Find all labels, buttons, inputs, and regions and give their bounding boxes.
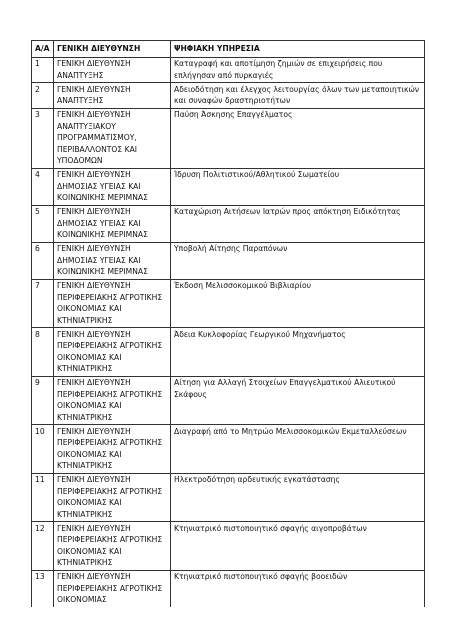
row-number: 12 [32, 522, 54, 571]
row-directorate: ΓΕΝΙΚΗ ΔΙΕΥΘΥΝΣΗ ΠΕΡΙΦΕΡΕΙΑΚΗΣ ΑΓΡΟΤΙΚΗΣ ΟΙΚΟΝΟΜΙΑΣ ΚΑΙ ΚΤΗΝΙΑΤΡΙΚΗΣ [54, 376, 171, 425]
table-row [32, 205, 425, 242]
row-number: 11 [32, 473, 54, 522]
header-number: Α/Α [32, 41, 54, 58]
row-directorate: ΓΕΝΙΚΗ ΔΙΕΥΘΥΝΣΗ ΠΕΡΙΦΕΡΕΙΑΚΗΣ ΑΓΡΟΤΙΚΗΣ ΟΙΚΟΝΟΜΙΑΣ ΚΑΙ ΚΤΗΝΙΑΤΡΙΚΗΣ [54, 425, 171, 474]
table-row [32, 57, 425, 83]
row-directorate: ΓΕΝΙΚΗ ΔΙΕΥΘΥΝΣΗ ΠΕΡΙΦΕΡΕΙΑΚΗΣ ΑΓΡΟΤΙΚΗΣ ΟΙΚΟΝΟΜΙΑΣ ΚΑΙ ΚΤΗΝΙΑΤΡΙΚΗΣ [54, 473, 171, 522]
services-table [31, 40, 425, 607]
row-directorate: ΓΕΝΙΚΗ ΔΙΕΥΘΥΝΣΗ ΠΕΡΙΦΕΡΕΙΑΚΗΣ ΑΓΡΟΤΙΚΗΣ ΟΙΚΟΝΟΜΙΑΣ [54, 570, 171, 607]
row-directorate: ΓΕΝΙΚΗ ΔΙΕΥΘΥΝΣΗ ΠΕΡΙΦΕΡΕΙΑΚΗΣ ΑΓΡΟΤΙΚΗΣ ΟΙΚΟΝΟΜΙΑΣ ΚΑΙ ΚΤΗΝΙΑΤΡΙΚΗΣ [54, 522, 171, 571]
row-number: 1 [32, 57, 54, 83]
row-directorate: ΓΕΝΙΚΗ ΔΙΕΥΘΥΝΣΗ ΠΕΡΙΦΕΡΕΙΑΚΗΣ ΑΓΡΟΤΙΚΗΣ ΟΙΚΟΝΟΜΙΑΣ ΚΑΙ ΚΤΗΝΙΑΤΡΙΚΗΣ [54, 328, 171, 377]
row-service: Ίδρυση Πολιτιστικού/Αθλητικού Σωματείου [171, 168, 425, 205]
row-number: 2 [32, 83, 54, 109]
row-number: 9 [32, 376, 54, 425]
table-row [32, 522, 425, 571]
row-service: Καταχώριση Αιτήσεων Ιατρών προς απόκτηση Ειδικότητας [171, 205, 425, 242]
row-service: Καταγραφή και αποτίμηση ζημιών σε επιχειρήσεις που επλήγησαν από πυρκαγιές [171, 57, 425, 83]
table-header-row [32, 41, 425, 58]
row-service: Παύση Άσκησης Επαγγέλματος [171, 108, 425, 168]
table-row [32, 570, 425, 607]
table-row [32, 108, 425, 168]
row-number: 6 [32, 242, 54, 279]
row-directorate: ΓΕΝΙΚΗ ΔΙΕΥΘΥΝΣΗ ΑΝΑΠΤΥΞΙΑΚΟΥ ΠΡΟΓΡΑΜΜΑΤΙΣΜΟΥ, ΠΕΡΙΒΑΛΛΟΝΤΟΣ ΚΑΙ ΥΠΟΔΟΜΩΝ [54, 108, 171, 168]
table-row [32, 242, 425, 279]
row-service: Κτηνιατρικό πιστοποιητικό σφαγής αιγοπροβάτων [171, 522, 425, 571]
table-row [32, 168, 425, 205]
table-row [32, 376, 425, 425]
row-directorate: ΓΕΝΙΚΗ ΔΙΕΥΘΥΝΣΗ ΑΝΑΠΤΥΞΗΣ [54, 83, 171, 109]
row-service: Κτηνιατρικό πιστοποιητικό σφαγής βοοειδών [171, 570, 425, 607]
table-row [32, 83, 425, 109]
row-service: Έκδοση Μελισσοκομικού Βιβλιαρίου [171, 279, 425, 328]
row-directorate: ΓΕΝΙΚΗ ΔΙΕΥΘΥΝΣΗ ΔΗΜΟΣΙΑΣ ΥΓΕΙΑΣ ΚΑΙ ΚΟΙΝΩΝΙΚΗΣ ΜΕΡΙΜΝΑΣ [54, 168, 171, 205]
row-service: Διαγραφή από το Μητρώο Μελισσοκομικών Εκμεταλλεύσεων [171, 425, 425, 474]
row-service: Υποβολή Αίτησης Παραπόνων [171, 242, 425, 279]
row-number: 3 [32, 108, 54, 168]
table-row [32, 473, 425, 522]
header-service: ΨΗΦΙΑΚΗ ΥΠΗΡΕΣΙΑ [171, 41, 425, 58]
row-number: 4 [32, 168, 54, 205]
header-directorate: ΓΕΝΙΚΗ ΔΙΕΥΘΥΝΣΗ [54, 41, 171, 58]
row-directorate: ΓΕΝΙΚΗ ΔΙΕΥΘΥΝΣΗ ΔΗΜΟΣΙΑΣ ΥΓΕΙΑΣ ΚΑΙ ΚΟΙΝΩΝΙΚΗΣ ΜΕΡΙΜΝΑΣ [54, 205, 171, 242]
table-row [32, 328, 425, 377]
row-service: Αίτηση για Αλλαγή Στοιχείων Επαγγελματικού Αλιευτικού Σκάφους [171, 376, 425, 425]
row-service: Άδεια Κυκλοφορίας Γεωργικού Μηχανήματος [171, 328, 425, 377]
row-number: 10 [32, 425, 54, 474]
row-number: 5 [32, 205, 54, 242]
row-number: 8 [32, 328, 54, 377]
table-row [32, 279, 425, 328]
row-directorate: ΓΕΝΙΚΗ ΔΙΕΥΘΥΝΣΗ ΠΕΡΙΦΕΡΕΙΑΚΗΣ ΑΓΡΟΤΙΚΗΣ ΟΙΚΟΝΟΜΙΑΣ ΚΑΙ ΚΤΗΝΙΑΤΡΙΚΗΣ [54, 279, 171, 328]
row-number: 7 [32, 279, 54, 328]
row-number: 13 [32, 570, 54, 607]
table-row [32, 425, 425, 474]
row-directorate: ΓΕΝΙΚΗ ΔΙΕΥΘΥΝΣΗ ΔΗΜΟΣΙΑΣ ΥΓΕΙΑΣ ΚΑΙ ΚΟΙΝΩΝΙΚΗΣ ΜΕΡΙΜΝΑΣ [54, 242, 171, 279]
row-service: Αδειοδότηση και έλεγχος λειτουργίας όλων των μεταποιητικών και συναφών δραστηριοτήτων [171, 83, 425, 109]
row-directorate: ΓΕΝΙΚΗ ΔΙΕΥΘΥΝΣΗ ΑΝΑΠΤΥΞΗΣ [54, 57, 171, 83]
row-service: Ηλεκτροδότηση αρδευτικής εγκατάστασης [171, 473, 425, 522]
